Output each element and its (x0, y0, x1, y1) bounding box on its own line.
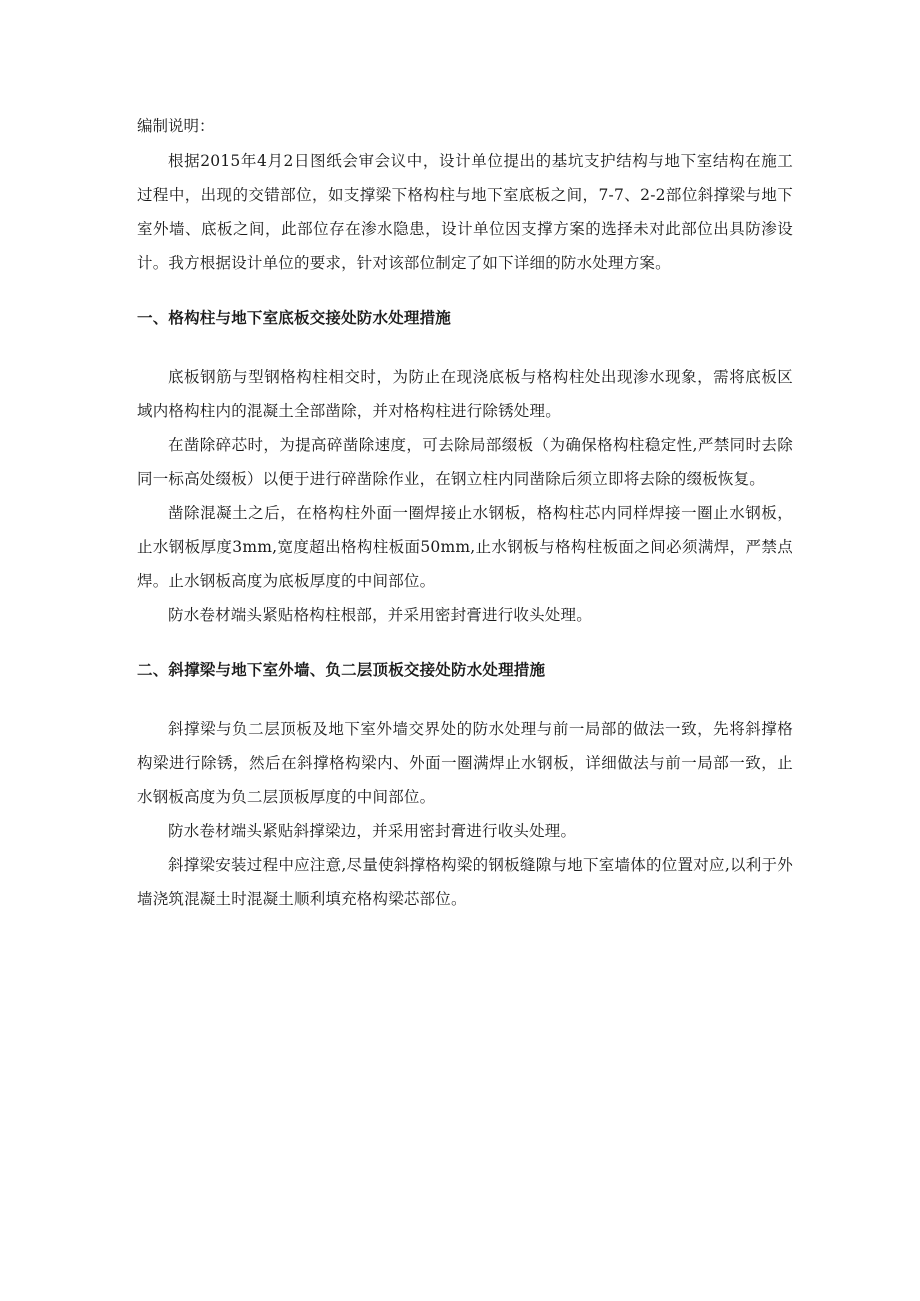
document-body (137, 112, 793, 916)
section-2-paragraph-1: 斜撑梁与负二层顶板及地下室外墙交界处的防水处理与前一局部的做法一致，先将斜撑格构梁进行除锈，然后在斜撑格构梁内、外面一圈满焊止水钢板，详细做法与前一局部一致，止水钢板高度为负二层顶板厚度的中间部位。 (137, 720, 793, 806)
section-1 (137, 304, 793, 632)
section-1-paragraph-2: 在凿除碎芯时，为提高碎凿除速度，可去除局部缀板（为确保格构柱稳定性,严禁同时去除同一标高处缀板）以便于进行碎凿除作业，在钢立柱内同凿除后须立即将去除的缀板恢复。 (137, 436, 793, 488)
intro-paragraph: 根据2015年4月2日图纸会审会议中，设计单位提出的基坑支护结构与地下室结构在施工过程中，出现的交错部位，如支撑梁下格构柱与地下室底板之间，7-7、2-2部位斜撑梁与地下室外墙、底板之间，此部位存在渗水隐患，设计单位因支撑方案的选择未对此部位出具防渗设计。我方根据设计单位的要求，针对该部位制定了如下详细的防水处理方案。 (137, 152, 793, 272)
section-2-paragraph-2: 防水卷材端头紧贴斜撑梁边，并采用密封膏进行收头处理。 (168, 822, 577, 840)
section-1-paragraph-1: 底板钢筋与型钢格构柱相交时，为防止在现浇底板与格构柱处出现渗水现象，需将底板区域内格构柱内的混凝土全部凿除，并对格构柱进行除锈处理。 (137, 368, 793, 420)
section-2-paragraph-3: 斜撑梁安装过程中应注意,尽量使斜撑格构梁的钢板缝隙与地下室墙体的位置对应,以利于外墙浇筑混凝土时混凝土顺利填充格构梁芯部位。 (137, 856, 793, 908)
section-1-paragraph-4: 防水卷材端头紧贴格构柱根部，并采用密封膏进行收头处理。 (168, 606, 592, 624)
section-1-paragraph-3: 凿除混凝土之后，在格构柱外面一圈焊接止水钢板，格构柱芯内同样焊接一圈止水钢板，止水钢板厚度3mm,宽度超出格构柱板面50mm,止水钢板与格构柱板面之间必须满焊，严禁点焊。止水钢板高度为底板厚度的中间部位。 (137, 504, 793, 590)
intro-label: 编制说明： (137, 117, 215, 135)
section-1-heading: 一、格构柱与地下室底板交接处防水处理措施 (137, 309, 452, 327)
section-2-heading: 二、斜撑梁与地下室外墙、负二层顶板交接处防水处理措施 (137, 661, 546, 679)
section-2 (137, 656, 793, 916)
